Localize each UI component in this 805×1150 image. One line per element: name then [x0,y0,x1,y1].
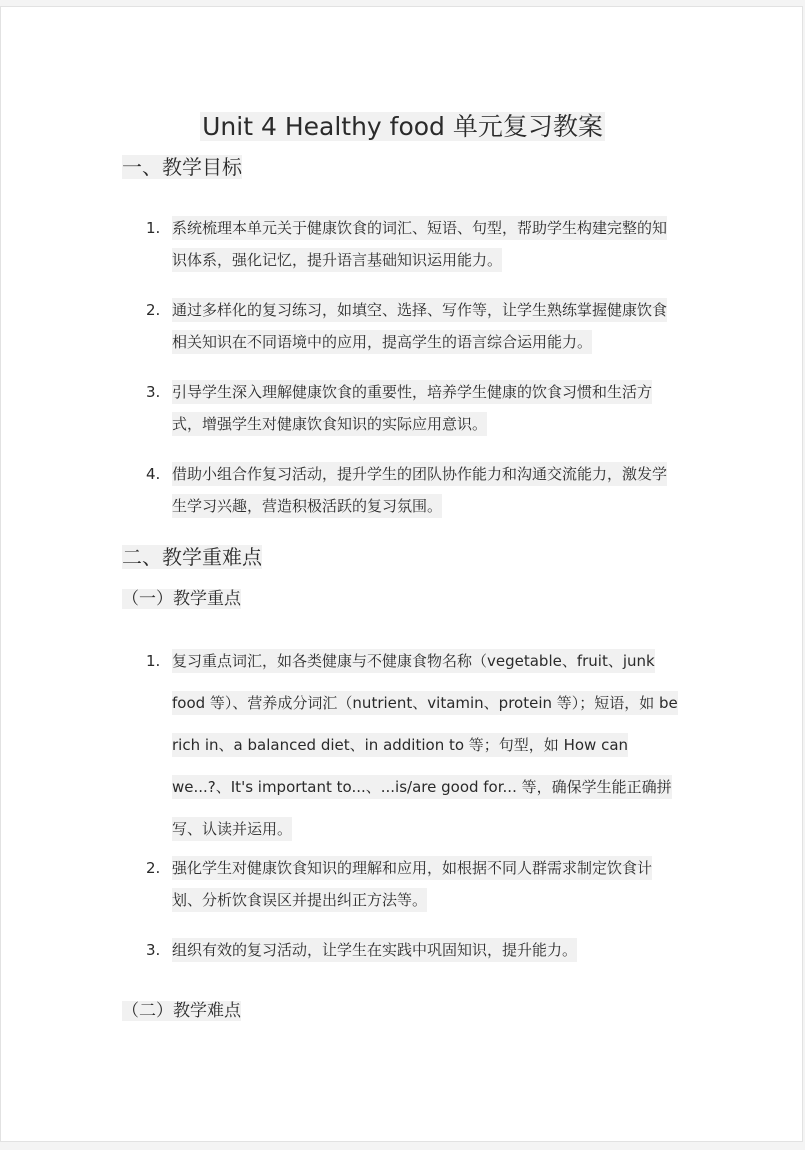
list-item [146,852,678,916]
list-item-text: 系统梳理本单元关于健康饮食的词汇、短语、句型，帮助学生构建完整的知识体系，强化记忆，提升语言基础知识运用能力。 [172,216,667,272]
section-heading-key-points: 二、教学重难点 [122,545,262,569]
list-item-text: 组织有效的复习活动，让学生在实践中巩固知识，提升能力。 [172,938,577,962]
document-title [0,108,805,146]
list-item-text: 引导学生深入理解健康饮食的重要性，培养学生健康的饮食习惯和生活方式，增强学生对健康饮食知识的实际应用意识。 [172,380,652,436]
list-item [146,934,678,966]
subsection-heading-difficulty: （二）教学难点 [122,1001,241,1021]
list-item-number: 1. [146,652,161,670]
list-item-text: 通过多样化的复习练习，如填空、选择、写作等，让学生熟练掌握健康饮食相关知识在不同语境中的应用，提高学生的语言综合运用能力。 [172,298,667,354]
list-item-number: 3. [146,383,161,401]
subsection-heading-focus: （一）教学重点 [122,589,241,609]
list-item-number: 2. [146,859,161,877]
list-item [146,640,678,850]
document-title-text: Unit 4 Healthy food 单元复习教案 [202,112,603,141]
list-item-number: 1. [146,219,161,237]
section-heading-objectives: 一、教学目标 [122,155,242,179]
list-item-number: 4. [146,465,161,483]
list-item-text: 借助小组合作复习活动，提升学生的团队协作能力和沟通交流能力，激发学生学习兴趣，营造积极活跃的复习氛围。 [172,462,667,518]
list-item-number: 3. [146,941,161,959]
list-item [146,294,678,358]
list-item-text: 复习重点词汇，如各类健康与不健康食物名称（vegetable、fruit、junk food 等）、营养成分词汇（nutrient、vitamin、protein 等）；短语，如 be rich in、a balanced diet、in addition to 等；句型，如 How can we...?、It's important to...、...is/are good for... 等，确保学生能正确拼写、认读并运用。 [172,649,678,841]
list-item [146,376,678,440]
list-item-text: 强化学生对健康饮食知识的理解和应用，如根据不同人群需求制定饮食计划、分析饮食误区并提出纠正方法等。 [172,856,652,912]
document-page [0,6,803,1142]
list-item [146,212,678,276]
list-item [146,458,678,522]
list-item-number: 2. [146,301,161,319]
